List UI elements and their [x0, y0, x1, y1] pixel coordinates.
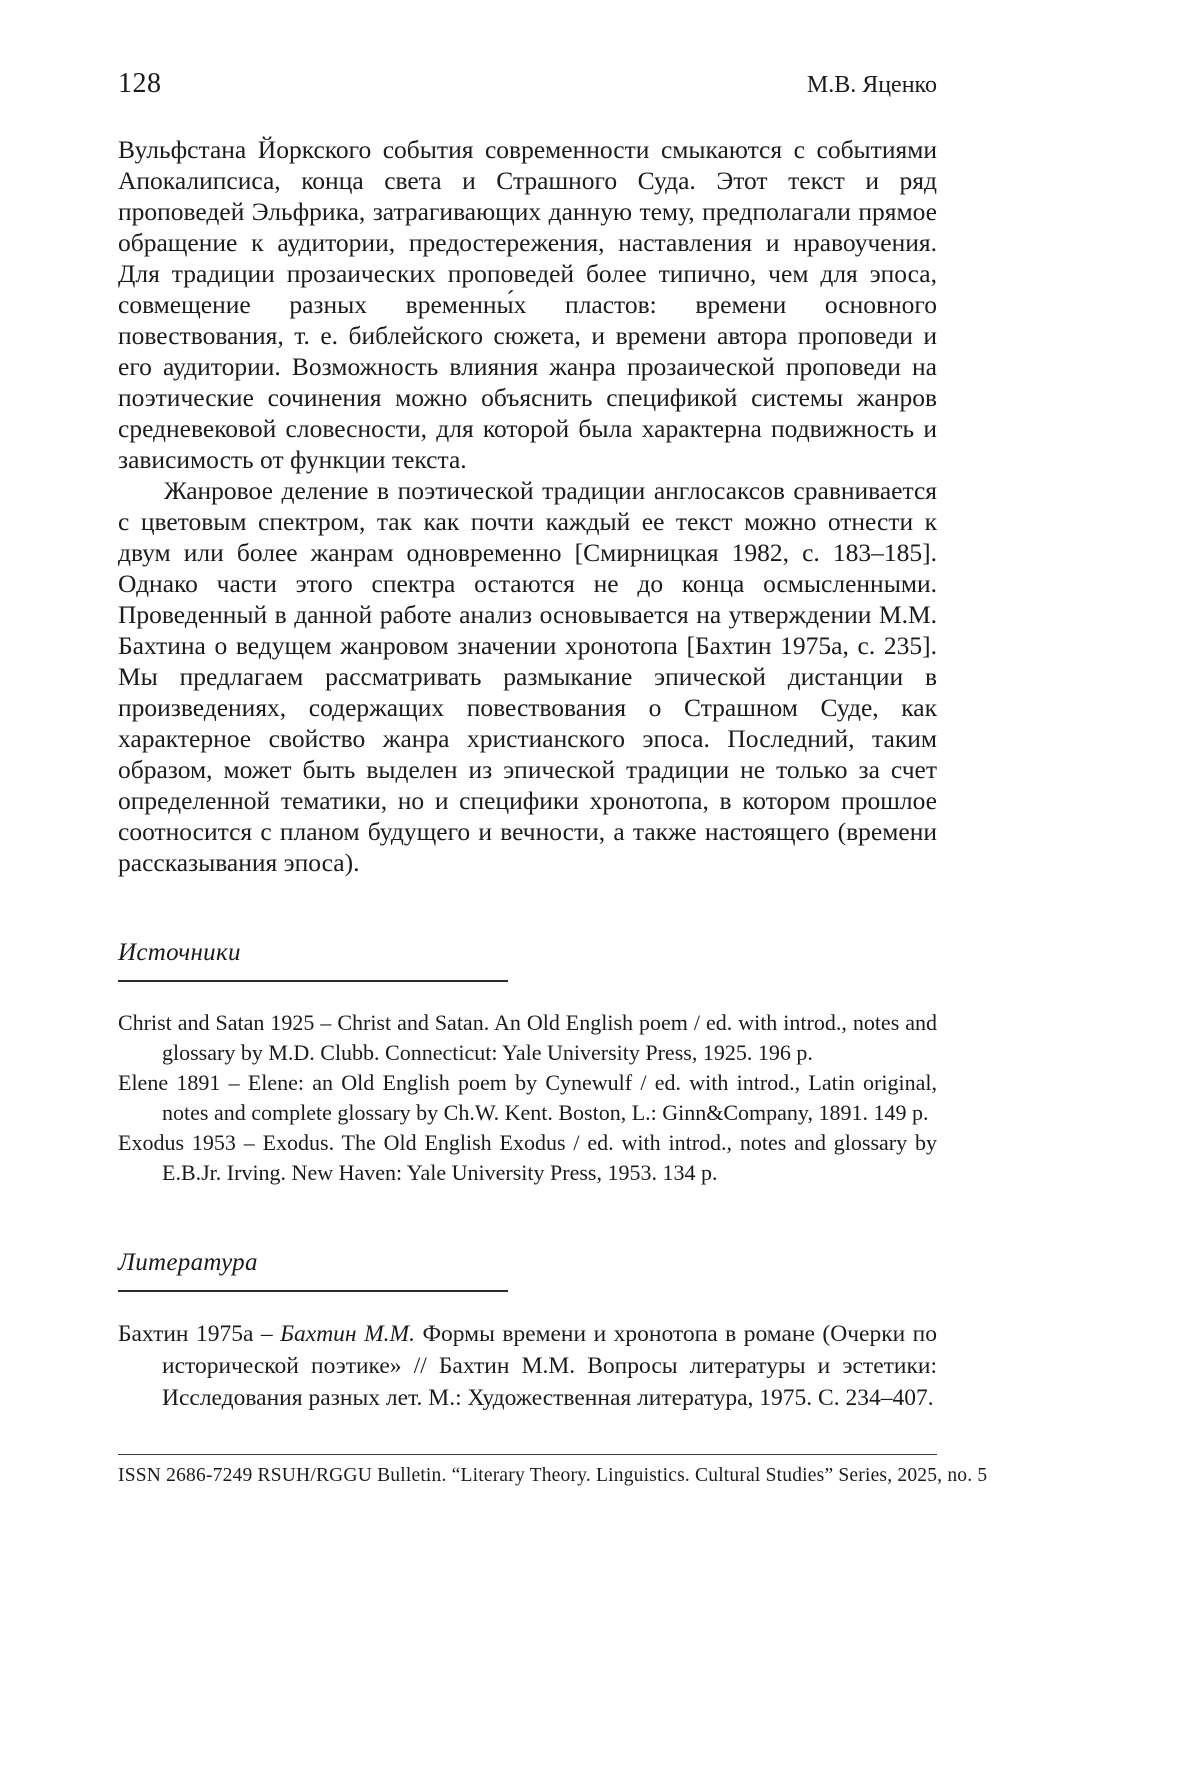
body-paragraph-2: Жанровое деление в поэтической традиции англосаксов сравнивается с цветовым спектром, так как почти каждый ее текст можно отнести к двум или более жанрам одновременно [Смирницкая 1982, с. 183–185]. Однако части этого спектра остаются не до конца осмысленными. Проведенный в данной работе анализ основывается на утверждении М.М. Бахтина о ведущем жанровом значении хронотопа [Бахтин 1975а, с. 235]. Мы предлагаем рассматривать размыкание эпической дистанции в произведениях, содержащих повествования о Страшном Суде, как характерное свойство жанра христианского эпоса. Последний, таким образом, может быть выделен из эпической традиции не только за счет определенной тематики, но и специфики хронотопа, в котором прошлое соотносится с планом будущего и вечности, а также настоящего (времени рассказывания эпоса).: [118, 476, 937, 877]
footer-rule: [118, 1454, 937, 1455]
footer-issn-line: ISSN 2686-7249 RSUH/RGGU Bulletin. “Literary Theory. Linguistics. Cultural Studies” Series, 2025, no. 5: [118, 1465, 988, 1486]
bib-entry-rest: Формы времени и хронотопа в романе (Очерки по исторической поэтике» // Бахтин М.М. Вопросы литературы и эстетики: Исследования разных лет. М.: Художественная литература, 1975. С. 234–407.: [162, 1321, 937, 1411]
bib-entry-author: Бахтин М.М.: [280, 1321, 415, 1347]
literature-heading: Литература: [118, 1249, 258, 1276]
literature-heading-rule: [118, 1248, 508, 1292]
running-head: [118, 68, 937, 100]
bib-entry-exodus: Exodus 1953 – Exodus. The Old English Exodus / ed. with introd., notes and glossary by E.B.Jr. Irving. New Haven: Yale University Press, 1953. 134 p.: [118, 1130, 937, 1185]
sources-heading-rule: [118, 938, 508, 982]
sources-list: [118, 1008, 937, 1188]
article-body: [118, 134, 937, 1414]
sources-heading: Источники: [118, 939, 241, 966]
bib-entry-label: Бахтин 1975а –: [118, 1321, 281, 1347]
literature-list: [118, 1318, 937, 1414]
running-head-author: М.В. Яценко: [806, 72, 937, 98]
page-number: 128: [118, 68, 162, 99]
sources-section: [118, 938, 937, 1188]
literature-section: [118, 1248, 937, 1414]
page-footer: [118, 1454, 988, 1488]
bib-entry-bakhtin: [118, 1318, 937, 1414]
bib-entry-elene: Elene 1891 – Elene: an Old English poem by Cynewulf / ed. with introd., Latin original, notes and complete glossary by Ch.W. Kent. Boston, L.: Ginn&Company, 1891. 149 p.: [118, 1070, 937, 1125]
body-paragraph-1: Вульфстана Йоркского события современности смыкаются с событиями Апокалипсиса, конца света и Страшного Суда. Этот текст и ряд проповедей Эльфрика, затрагивающих данную тему, предполагали прямое обращение к аудитории, предостережения, наставления и нравоучения. Для традиции прозаических проповедей более типично, чем для эпоса, совмещение разных временны́х пластов: времени основного повествования, т. е. библейского сюжета, и времени автора проповеди и его аудитории. Возможность влияния жанра прозаической проповеди на поэтические сочинения можно объяснить спецификой системы жанров средневековой словесности, для которой была характерна подвижность и зависимость от функции текста.: [118, 135, 937, 474]
bib-entry-christ-and-satan: Christ and Satan 1925 – Christ and Satan. An Old English poem / ed. with introd., notes and glossary by M.D. Clubb. Connecticut: Yale University Press, 1925. 196 p.: [118, 1010, 937, 1065]
